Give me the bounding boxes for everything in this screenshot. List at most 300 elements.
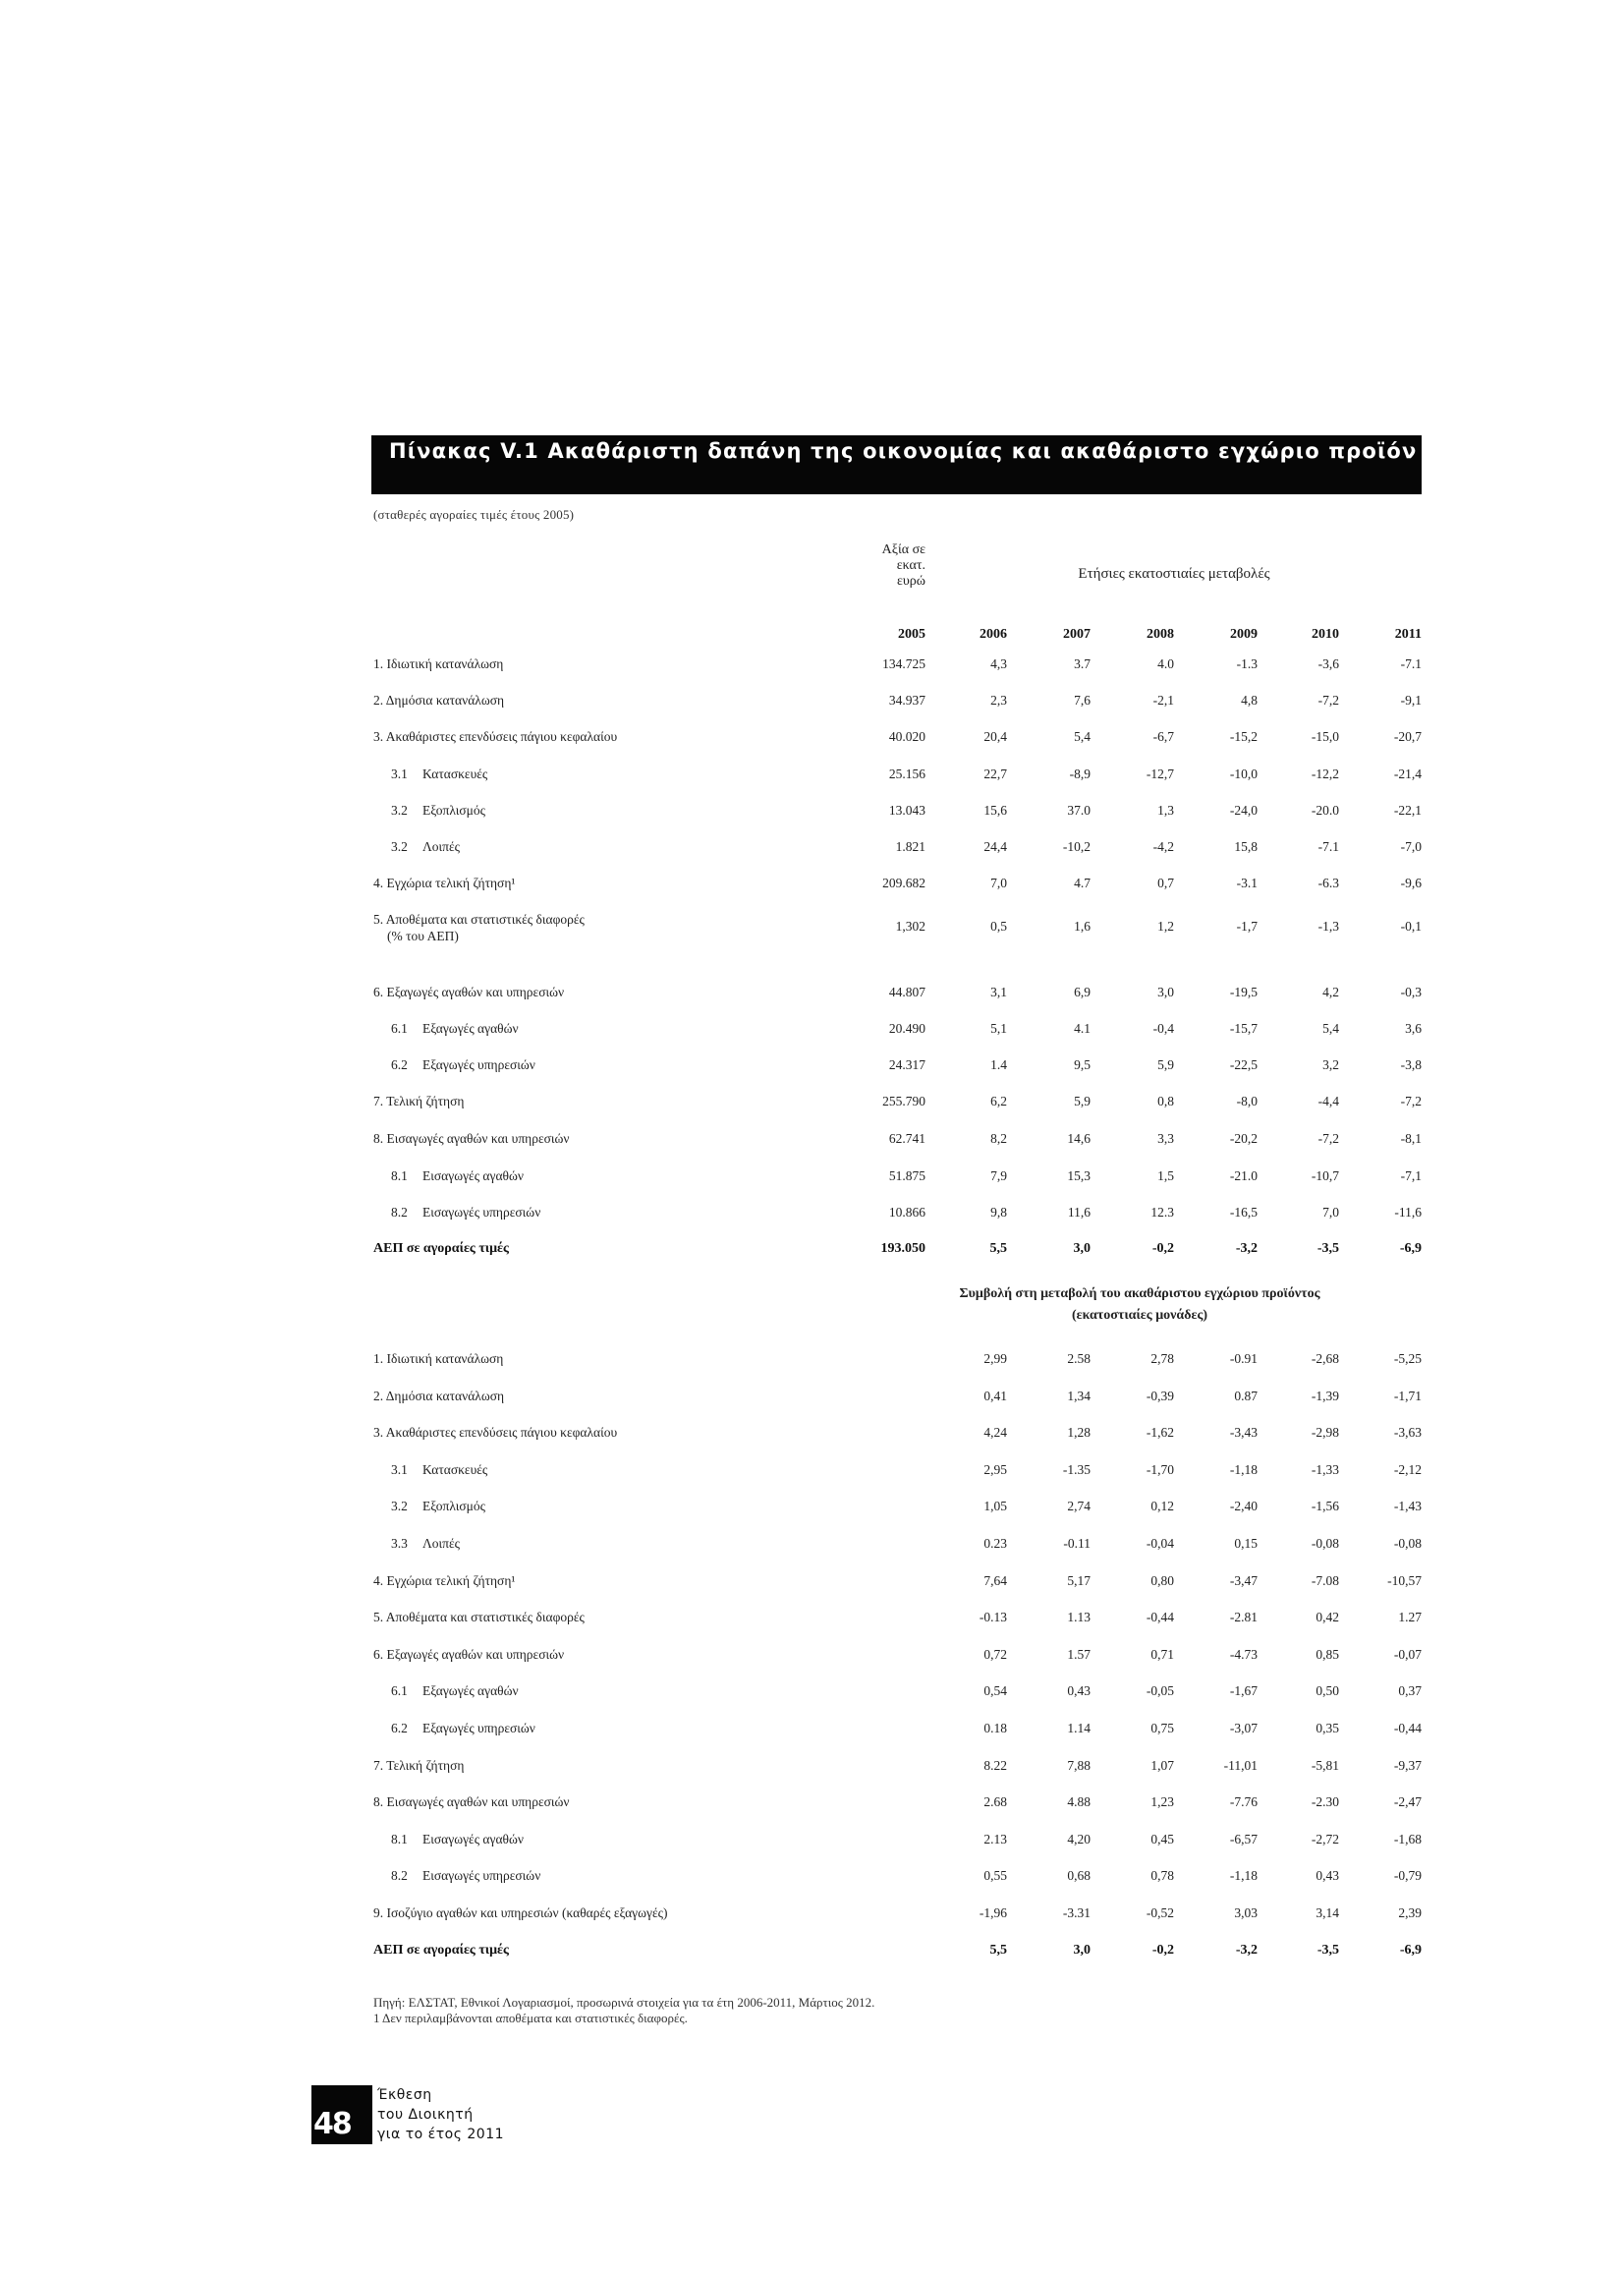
row-label-text: Κατασκευές bbox=[422, 1461, 488, 1477]
year-header: 2007 bbox=[1063, 627, 1091, 642]
table-cell: -1,71 bbox=[1393, 1388, 1422, 1403]
table-cell: 20.490 bbox=[888, 1021, 925, 1036]
table-cell: 0,15 bbox=[1234, 1536, 1258, 1551]
row-label-text: 7. Τελική ζήτηση bbox=[373, 1094, 465, 1108]
table-cell: -20,7 bbox=[1393, 729, 1422, 744]
table-cell: -1,96 bbox=[979, 1905, 1007, 1920]
row-label-text: Εξαγωγές υπηρεσιών bbox=[422, 1721, 535, 1735]
row-label-text: Λοιπές bbox=[422, 1536, 461, 1551]
row-label bbox=[373, 1241, 509, 1257]
table-cell: -2,98 bbox=[1311, 1425, 1339, 1441]
table-cell: -1,18 bbox=[1229, 1461, 1258, 1477]
row-label-text: 7. Τελική ζήτηση bbox=[373, 1757, 465, 1773]
table-row bbox=[0, 1205, 1624, 1226]
row-label-text: 1. Ιδιωτική κατανάλωση bbox=[373, 656, 504, 671]
table-cell: -20.0 bbox=[1311, 803, 1339, 818]
table-row bbox=[0, 1536, 1624, 1558]
table-cell: -2,12 bbox=[1393, 1461, 1422, 1477]
page-caption bbox=[377, 2085, 504, 2144]
table-cell: 2,99 bbox=[983, 1351, 1007, 1366]
row-label-text: Εισαγωγές υπηρεσιών bbox=[422, 1205, 541, 1220]
table-cell: -6.3 bbox=[1317, 876, 1339, 890]
row-label bbox=[373, 693, 504, 709]
table-cell: -0.11 bbox=[1063, 1536, 1091, 1551]
table-cell: 25.156 bbox=[888, 767, 925, 781]
table-cell: -7.76 bbox=[1229, 1794, 1258, 1810]
table-cell: 1.4 bbox=[990, 1057, 1007, 1072]
value-header-line: ευρώ bbox=[896, 574, 925, 589]
table-cell: -21.0 bbox=[1229, 1168, 1258, 1183]
table-cell: 7,64 bbox=[983, 1572, 1007, 1588]
table-cell: 3,0 bbox=[1073, 1942, 1091, 1958]
table-cell: 3,1 bbox=[990, 985, 1007, 999]
row-label bbox=[391, 1868, 540, 1884]
table-cell: 7,88 bbox=[1067, 1757, 1091, 1773]
source-notes bbox=[373, 1995, 874, 2026]
table-cell: 1.14 bbox=[1067, 1721, 1091, 1735]
table-cell: 0,50 bbox=[1316, 1683, 1339, 1699]
row-label-text: Εισαγωγές αγαθών bbox=[422, 1168, 525, 1183]
row-label-text: 1. Ιδιωτική κατανάλωση bbox=[373, 1351, 504, 1366]
page-number-box bbox=[311, 2085, 372, 2144]
row-label bbox=[391, 1499, 485, 1514]
row-label bbox=[373, 1389, 504, 1404]
row-label bbox=[391, 1205, 540, 1221]
table-row bbox=[0, 693, 1624, 714]
table-cell: -1,68 bbox=[1393, 1831, 1422, 1846]
table-cell: -3,5 bbox=[1316, 1942, 1339, 1958]
row-label bbox=[391, 1021, 519, 1037]
table-cell: -19,5 bbox=[1229, 985, 1258, 999]
table-row bbox=[0, 1241, 1624, 1263]
row-number: 3.3 bbox=[391, 1536, 408, 1551]
table-cell: 1,05 bbox=[983, 1499, 1007, 1514]
table-cell: -6,57 bbox=[1229, 1831, 1258, 1846]
table-cell: 15,3 bbox=[1067, 1168, 1091, 1183]
row-label-text: Εισαγωγές υπηρεσιών bbox=[422, 1868, 541, 1884]
table-cell: -6,9 bbox=[1399, 1942, 1422, 1958]
table-cell: 6,9 bbox=[1074, 985, 1091, 999]
table-cell: 12.3 bbox=[1150, 1205, 1174, 1220]
table-cell: -9,6 bbox=[1400, 876, 1422, 890]
table-cell: 24.317 bbox=[888, 1057, 925, 1072]
table-row bbox=[0, 729, 1624, 751]
year-header: 2009 bbox=[1230, 627, 1258, 642]
table-row bbox=[0, 985, 1624, 1006]
table-cell: 255.790 bbox=[882, 1094, 925, 1108]
table-cell: 7,0 bbox=[1322, 1205, 1339, 1220]
table-row bbox=[0, 1462, 1624, 1484]
row-label-text: Εισαγωγές αγαθών bbox=[422, 1831, 525, 1846]
table-row bbox=[0, 1610, 1624, 1631]
table-cell: 1,34 bbox=[1067, 1388, 1091, 1403]
row-label-text: 9. Ισοζύγιο αγαθών και υπηρεσιών (καθαρές εξαγωγές) bbox=[373, 1905, 668, 1920]
table-cell: 3,3 bbox=[1157, 1131, 1174, 1146]
row-label-text: 5. Αποθέματα και στατιστικές διαφορές bbox=[373, 912, 585, 927]
page-caption-line: για το έτος 2011 bbox=[377, 2127, 505, 2142]
table-cell: -0,08 bbox=[1311, 1536, 1339, 1551]
table-cell: 0,42 bbox=[1316, 1610, 1339, 1625]
table-cell: -0.13 bbox=[979, 1610, 1007, 1625]
table-cell: 40.020 bbox=[888, 729, 925, 744]
table-subtitle: (σταθερές αγοραίες τιμές έτους 2005) bbox=[373, 507, 575, 522]
table-row bbox=[0, 1351, 1624, 1373]
row-label bbox=[391, 803, 485, 819]
table-cell: 5,1 bbox=[990, 1021, 1007, 1036]
table-cell: 2,74 bbox=[1067, 1499, 1091, 1514]
row-number: 6.1 bbox=[391, 1021, 408, 1036]
year-header: 2008 bbox=[1147, 627, 1174, 642]
table-cell: -1,67 bbox=[1229, 1683, 1258, 1699]
table-cell: 15,8 bbox=[1234, 839, 1258, 854]
table-cell: 1,5 bbox=[1157, 1168, 1174, 1183]
table-cell: 5,17 bbox=[1067, 1572, 1091, 1588]
table-cell: 0,85 bbox=[1316, 1646, 1339, 1662]
row-label-text: Εξοπλισμός bbox=[422, 803, 485, 818]
table-cell: 4.7 bbox=[1074, 876, 1091, 890]
table-cell: -4,2 bbox=[1152, 839, 1174, 854]
table-cell: -3,63 bbox=[1393, 1425, 1422, 1441]
table-cell: -3,43 bbox=[1229, 1425, 1258, 1441]
table-cell: 14,6 bbox=[1067, 1131, 1091, 1146]
table-cell: 0.18 bbox=[983, 1721, 1007, 1735]
table-cell: -15,0 bbox=[1311, 729, 1339, 744]
table-cell: 4,2 bbox=[1322, 985, 1339, 999]
source-note: Πηγή: ΕΛΣΤΑΤ, Εθνικοί Λογαριασμοί, προσωρινά στοιχεία για τα έτη 2006-2011, Μάρτιος 2012. bbox=[373, 1995, 875, 2010]
table-cell: 5,4 bbox=[1322, 1021, 1339, 1036]
table-cell: -2,72 bbox=[1311, 1831, 1339, 1846]
row-label bbox=[373, 1647, 564, 1663]
table-cell: -3,8 bbox=[1400, 1057, 1422, 1072]
row-number: 3.2 bbox=[391, 839, 408, 854]
row-label bbox=[373, 1573, 515, 1589]
table-cell: 1.27 bbox=[1398, 1610, 1422, 1625]
row-label bbox=[373, 1351, 503, 1367]
table-row bbox=[0, 803, 1624, 824]
row-label bbox=[373, 1794, 570, 1810]
row-label-text: 6. Εξαγωγές αγαθών και υπηρεσιών bbox=[373, 985, 565, 999]
year-header: 2005 bbox=[898, 627, 925, 642]
table-cell: 4,8 bbox=[1241, 693, 1258, 708]
table-cell: -7,2 bbox=[1317, 693, 1339, 708]
table-cell: 0,71 bbox=[1150, 1646, 1174, 1662]
table-cell: 1,23 bbox=[1150, 1794, 1174, 1810]
table-row bbox=[0, 1905, 1624, 1927]
table-cell: -0,3 bbox=[1400, 985, 1422, 999]
table-row bbox=[0, 1499, 1624, 1520]
row-label bbox=[391, 1683, 519, 1699]
row-number: 8.1 bbox=[391, 1831, 408, 1846]
table-cell: 134.725 bbox=[882, 656, 925, 671]
table-cell: -0,44 bbox=[1146, 1610, 1174, 1625]
row-label-text: 6. Εξαγωγές αγαθών και υπηρεσιών bbox=[373, 1646, 565, 1662]
table-cell: 3,2 bbox=[1322, 1057, 1339, 1072]
page-number: 48 bbox=[313, 2107, 351, 2141]
row-label bbox=[373, 985, 564, 1000]
table-cell: -8,0 bbox=[1236, 1094, 1258, 1108]
table-cell: 7,9 bbox=[990, 1168, 1007, 1183]
table-cell: -10,57 bbox=[1387, 1572, 1422, 1588]
table-cell: -7.1 bbox=[1400, 656, 1422, 671]
table-cell: -1.35 bbox=[1062, 1461, 1091, 1477]
row-label-text: (% του ΑΕΠ) bbox=[387, 929, 459, 943]
table-row bbox=[0, 1389, 1624, 1410]
table-cell: 9,5 bbox=[1074, 1057, 1091, 1072]
table-cell: 8,2 bbox=[990, 1131, 1007, 1146]
row-number: 6.2 bbox=[391, 1721, 408, 1735]
contribution-header bbox=[865, 1283, 1415, 1327]
table-cell: -21,4 bbox=[1393, 767, 1422, 781]
table-cell: 4.1 bbox=[1074, 1021, 1091, 1036]
table-cell: 0,12 bbox=[1150, 1499, 1174, 1514]
table-cell: -0,05 bbox=[1146, 1683, 1174, 1699]
table-cell: -3,07 bbox=[1229, 1721, 1258, 1735]
table-cell: 0,72 bbox=[983, 1646, 1007, 1662]
table-cell: 8.22 bbox=[983, 1757, 1007, 1773]
table-cell: -7.1 bbox=[1317, 839, 1339, 854]
table-cell: -3,2 bbox=[1235, 1942, 1258, 1958]
table-cell: -4.73 bbox=[1229, 1646, 1258, 1662]
table-cell: 7,0 bbox=[990, 876, 1007, 890]
table-cell: -7,1 bbox=[1400, 1168, 1422, 1183]
table-cell: 13.043 bbox=[888, 803, 925, 818]
table-cell: 0,8 bbox=[1157, 1094, 1174, 1108]
row-label-text: 4. Εγχώρια τελική ζήτηση¹ bbox=[373, 1572, 516, 1588]
table-cell: -8,1 bbox=[1400, 1131, 1422, 1146]
table-cell: 3,0 bbox=[1073, 1241, 1091, 1256]
table-cell: -5,25 bbox=[1393, 1351, 1422, 1366]
table-cell: 4.0 bbox=[1157, 656, 1174, 671]
table-cell: -1,62 bbox=[1146, 1425, 1174, 1441]
table-cell: -3.1 bbox=[1236, 876, 1258, 890]
table-cell: 2,95 bbox=[983, 1461, 1007, 1477]
row-label bbox=[391, 839, 460, 855]
table-row bbox=[0, 1573, 1624, 1595]
table-cell: -11,01 bbox=[1223, 1757, 1258, 1773]
table-cell: -7,2 bbox=[1400, 1094, 1422, 1108]
row-label bbox=[373, 656, 503, 672]
table-row bbox=[0, 1721, 1624, 1742]
row-label-text: 3. Ακαθάριστες επενδύσεις πάγιου κεφαλαίου bbox=[373, 729, 618, 744]
table-row bbox=[0, 912, 1624, 958]
table-cell: 10.866 bbox=[888, 1205, 925, 1220]
table-cell: -0,07 bbox=[1393, 1646, 1422, 1662]
table-cell: 2,3 bbox=[990, 693, 1007, 708]
contribution-header-line: Συμβολή στη μεταβολή του ακαθάριστου εγχώριου προϊόντος bbox=[959, 1286, 1320, 1301]
row-number: 3.2 bbox=[391, 803, 408, 818]
table-cell: -12,7 bbox=[1146, 767, 1174, 781]
table-cell: -15,7 bbox=[1229, 1021, 1258, 1036]
table-title: Πίνακας V.1 Ακαθάριστη δαπάνη της οικονομίας και ακαθάριστο εγχώριο προϊόν bbox=[389, 439, 1418, 463]
table-cell: 2.13 bbox=[983, 1831, 1007, 1846]
table-cell: -0,1 bbox=[1400, 919, 1422, 934]
table-cell: -9,1 bbox=[1400, 693, 1422, 708]
row-number: 8.1 bbox=[391, 1168, 408, 1183]
table-cell: 0,54 bbox=[983, 1683, 1007, 1699]
year-header: 2011 bbox=[1394, 627, 1422, 642]
row-label-text: Λοιπές bbox=[422, 839, 461, 854]
row-label-text: ΑΕΠ σε αγοραίες τιμές bbox=[373, 1942, 509, 1958]
table-cell: -4,4 bbox=[1317, 1094, 1339, 1108]
table-row bbox=[0, 876, 1624, 897]
row-number: 6.2 bbox=[391, 1057, 408, 1072]
row-label-text: ΑΕΠ σε αγοραίες τιμές bbox=[373, 1241, 509, 1256]
table-cell: -22,1 bbox=[1393, 803, 1422, 818]
table-cell: -0,52 bbox=[1146, 1905, 1174, 1920]
row-label-text: Εξαγωγές αγαθών bbox=[422, 1021, 519, 1036]
row-number: 8.2 bbox=[391, 1205, 408, 1220]
table-cell: -2,68 bbox=[1311, 1351, 1339, 1366]
table-row bbox=[0, 1794, 1624, 1816]
row-label-text: 4. Εγχώρια τελική ζήτηση¹ bbox=[373, 876, 516, 890]
table-cell: -1,3 bbox=[1317, 919, 1339, 934]
row-label bbox=[373, 1610, 585, 1625]
table-cell: 2,39 bbox=[1398, 1905, 1422, 1920]
table-cell: 0.87 bbox=[1234, 1388, 1258, 1403]
table-row bbox=[0, 1868, 1624, 1890]
table-cell: 0.23 bbox=[983, 1536, 1007, 1551]
table-cell: -10,7 bbox=[1311, 1168, 1339, 1183]
row-number: 3.2 bbox=[391, 1499, 408, 1514]
table-cell: 5,5 bbox=[989, 1241, 1007, 1256]
table-cell: -3,5 bbox=[1316, 1241, 1339, 1256]
table-cell: 0,75 bbox=[1150, 1721, 1174, 1735]
table-cell: -6,9 bbox=[1399, 1241, 1422, 1256]
table-row bbox=[0, 1021, 1624, 1043]
table-cell: -1.3 bbox=[1236, 656, 1258, 671]
row-label bbox=[373, 1943, 509, 1959]
row-label bbox=[373, 1131, 570, 1147]
table-row bbox=[0, 1758, 1624, 1780]
table-cell: 1.13 bbox=[1067, 1610, 1091, 1625]
table-cell: 0,55 bbox=[983, 1868, 1007, 1884]
table-cell: 0,43 bbox=[1316, 1868, 1339, 1884]
table-row bbox=[0, 1425, 1624, 1447]
table-cell: 5,9 bbox=[1157, 1057, 1174, 1072]
table-cell: 1,3 bbox=[1157, 803, 1174, 818]
row-label bbox=[373, 729, 617, 745]
table-cell: -0,2 bbox=[1151, 1942, 1174, 1958]
table-cell: 24,4 bbox=[983, 839, 1007, 854]
table-cell: 11,6 bbox=[1067, 1205, 1091, 1220]
table-cell: 20,4 bbox=[983, 729, 1007, 744]
table-cell: 2.68 bbox=[983, 1794, 1007, 1810]
year-header: 2006 bbox=[980, 627, 1007, 642]
table-row bbox=[0, 1832, 1624, 1853]
row-label bbox=[391, 1721, 535, 1736]
table-cell: -24,0 bbox=[1229, 803, 1258, 818]
table-cell: 34.937 bbox=[888, 693, 925, 708]
row-label bbox=[373, 1094, 464, 1109]
footnote: 1 Δεν περιλαμβάνονται αποθέματα και στατιστικές διαφορές. bbox=[373, 2011, 688, 2025]
row-label bbox=[373, 1425, 617, 1441]
value-header-line: εκατ. bbox=[896, 558, 925, 573]
table-cell: -2,40 bbox=[1229, 1499, 1258, 1514]
row-label bbox=[391, 1832, 524, 1847]
row-label bbox=[391, 1462, 487, 1478]
table-cell: -1,56 bbox=[1311, 1499, 1339, 1514]
table-cell: 209.682 bbox=[882, 876, 925, 890]
table-cell: 3,0 bbox=[1157, 985, 1174, 999]
table-cell: 0,78 bbox=[1150, 1868, 1174, 1884]
table-cell: 3,03 bbox=[1234, 1905, 1258, 1920]
table-cell: 0,37 bbox=[1398, 1683, 1422, 1699]
table-cell: -2,1 bbox=[1152, 693, 1174, 708]
row-label-text: Εξαγωγές υπηρεσιών bbox=[422, 1057, 535, 1072]
row-label bbox=[391, 1057, 535, 1073]
table-cell: -0,44 bbox=[1393, 1721, 1422, 1735]
table-cell: 0,7 bbox=[1157, 876, 1174, 890]
table-row bbox=[0, 767, 1624, 788]
table-cell: -10,0 bbox=[1229, 767, 1258, 781]
table-cell: -8,9 bbox=[1069, 767, 1091, 781]
table-cell: 0,43 bbox=[1067, 1683, 1091, 1699]
table-cell: -1,39 bbox=[1311, 1388, 1339, 1403]
page-caption-line: του Διοικητή bbox=[377, 2107, 474, 2123]
table-cell: 51.875 bbox=[888, 1168, 925, 1183]
row-number: 8.2 bbox=[391, 1868, 408, 1884]
year-header: 2010 bbox=[1312, 627, 1339, 642]
table-cell: 7,6 bbox=[1074, 693, 1091, 708]
table-cell: -0,79 bbox=[1393, 1868, 1422, 1884]
table-cell: -20,2 bbox=[1229, 1131, 1258, 1146]
row-label-text: 2. Δημόσια κατανάλωση bbox=[373, 693, 505, 708]
table-cell: 62.741 bbox=[888, 1131, 925, 1146]
table-cell: -0,39 bbox=[1146, 1388, 1174, 1403]
table-cell: 1.821 bbox=[895, 839, 925, 854]
row-label bbox=[391, 1536, 460, 1552]
table-cell: -2.30 bbox=[1311, 1794, 1339, 1810]
table-cell: 44.807 bbox=[888, 985, 925, 999]
table-cell: 0,5 bbox=[990, 919, 1007, 934]
table-cell: -3,47 bbox=[1229, 1572, 1258, 1588]
value-column-header bbox=[847, 542, 925, 590]
table-cell: 5,9 bbox=[1074, 1094, 1091, 1108]
table-cell: -1,18 bbox=[1229, 1868, 1258, 1884]
table-cell: 0,80 bbox=[1150, 1572, 1174, 1588]
table-cell: 1,07 bbox=[1150, 1757, 1174, 1773]
table-cell: 1.57 bbox=[1067, 1646, 1091, 1662]
table-cell: -7.08 bbox=[1311, 1572, 1339, 1588]
table-cell: -0,4 bbox=[1152, 1021, 1174, 1036]
table-cell: 4,24 bbox=[983, 1425, 1007, 1441]
table-cell: -16,5 bbox=[1229, 1205, 1258, 1220]
table-cell: -3,2 bbox=[1235, 1241, 1258, 1256]
table-cell: -1,33 bbox=[1311, 1461, 1339, 1477]
row-label-text: 2. Δημόσια κατανάλωση bbox=[373, 1388, 505, 1403]
row-label bbox=[373, 1905, 667, 1921]
table-cell: 3.7 bbox=[1074, 656, 1091, 671]
table-row bbox=[0, 1943, 1624, 1964]
contribution-header-line: (εκατοστιαίες μονάδες) bbox=[1071, 1308, 1208, 1323]
page-caption-line: Έκθεση bbox=[377, 2087, 432, 2103]
table-cell: 5,4 bbox=[1074, 729, 1091, 744]
table-cell: 4,3 bbox=[990, 656, 1007, 671]
row-label-text: Εξαγωγές αγαθών bbox=[422, 1683, 519, 1699]
table-cell: -7,2 bbox=[1317, 1131, 1339, 1146]
annual-changes-header: Ετήσιες εκατοστιαίες μεταβολές bbox=[1078, 566, 1270, 582]
table-cell: -6,7 bbox=[1152, 729, 1174, 744]
table-cell: 193.050 bbox=[880, 1241, 925, 1256]
table-cell: 1,302 bbox=[895, 919, 925, 934]
years-header-row bbox=[0, 627, 1624, 647]
table-cell: 4.88 bbox=[1067, 1794, 1091, 1810]
row-label bbox=[373, 1758, 464, 1774]
row-number: 3.1 bbox=[391, 1461, 408, 1477]
table-title-bar bbox=[371, 435, 1422, 494]
table-row bbox=[0, 1057, 1624, 1079]
table-cell: -0,04 bbox=[1146, 1536, 1174, 1551]
